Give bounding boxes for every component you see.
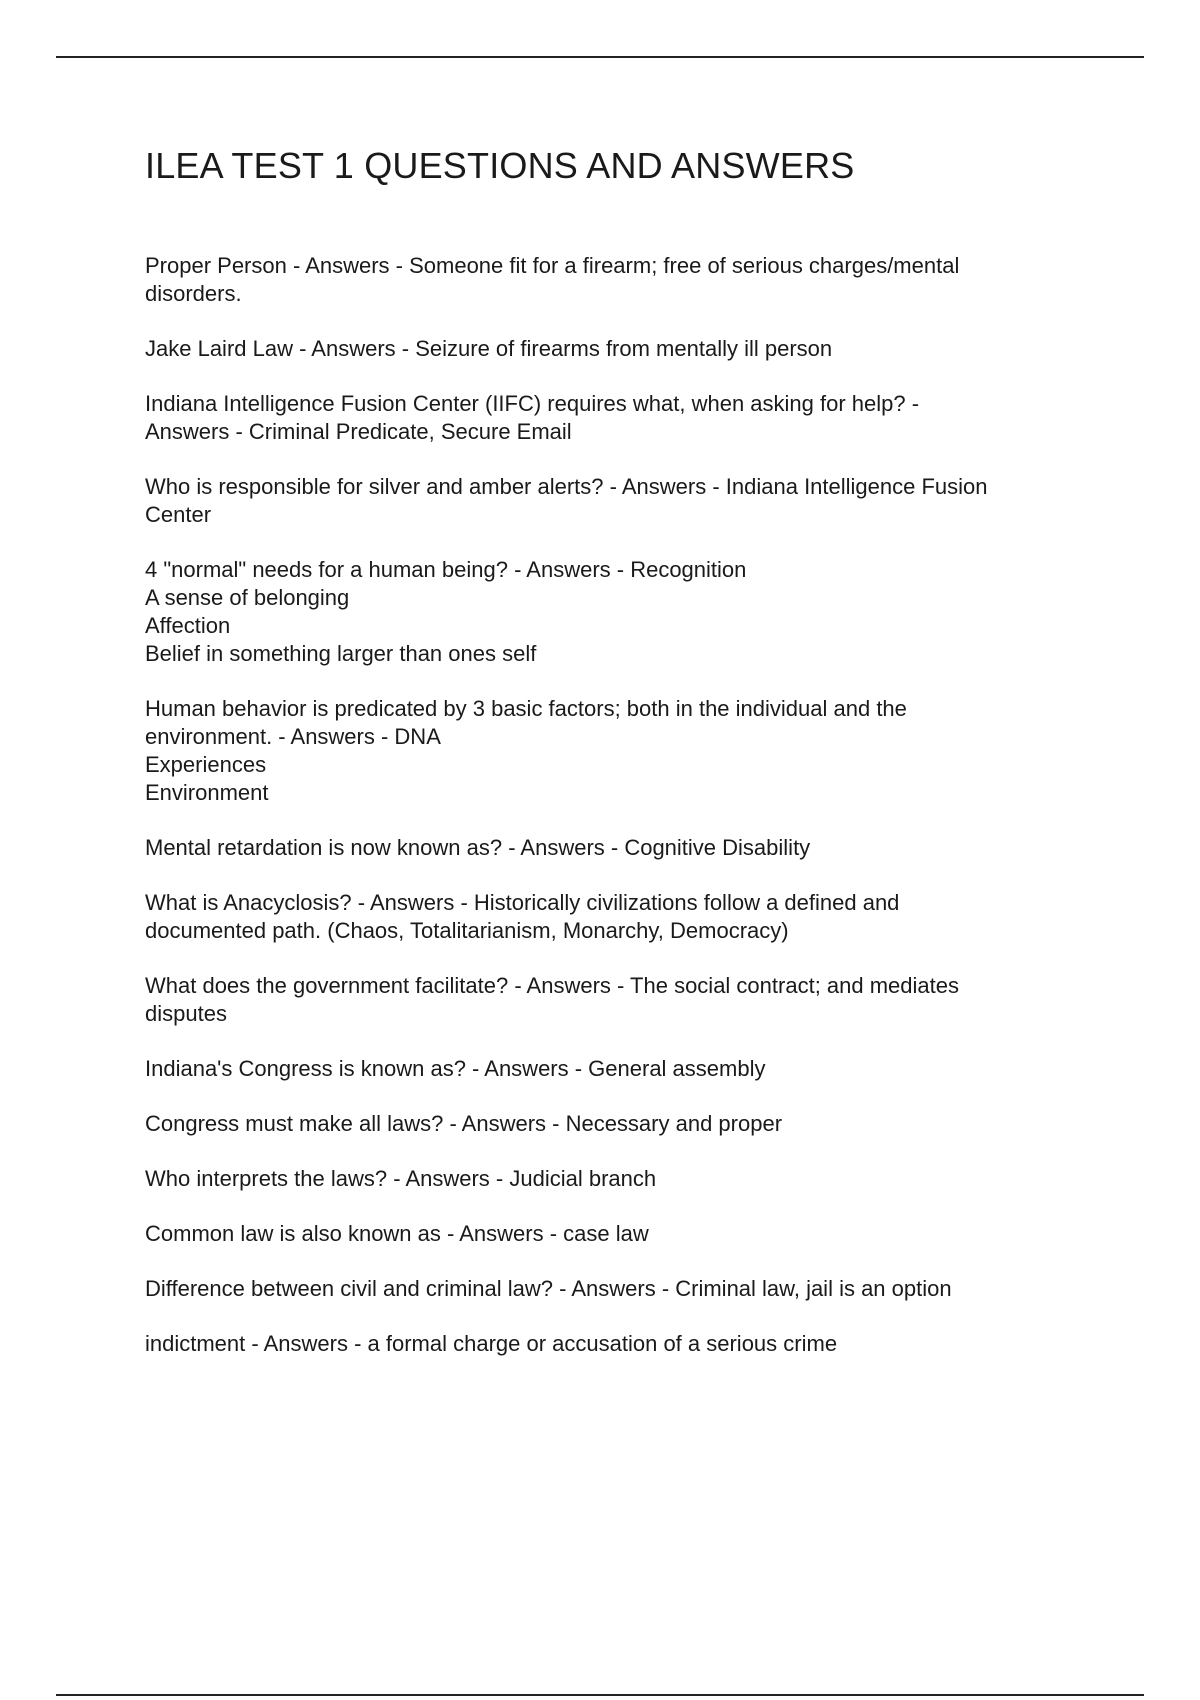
qa-item-human-behavior: Human behavior is predicated by 3 basic factors; both in the individual and the environment. - Answers - DNA Experiences Environment [145, 696, 907, 805]
qa-list [145, 252, 1105, 1358]
qa-item-interprets-laws: Who interprets the laws? - Answers - Judicial branch [145, 1166, 657, 1191]
qa-item-silver-amber-alerts: Who is responsible for silver and amber alerts? - Answers - Indiana Intelligence Fusion Center [145, 474, 988, 527]
qa-item-indiana-congress: Indiana's Congress is known as? - Answers - General assembly [145, 1056, 766, 1081]
qa-item-anacyclosis: What is Anacyclosis? - Answers - Historically civilizations follow a defined and documented path. (Chaos, Totalitarianism, Monarchy, Democracy) [145, 890, 900, 943]
qa-item-mental-retardation: Mental retardation is now known as? - Answers - Cognitive Disability [145, 835, 811, 860]
qa-item-civil-vs-criminal: Difference between civil and criminal law? - Answers - Criminal law, jail is an option [145, 1276, 952, 1301]
qa-item-indictment: indictment - Answers - a formal charge or accusation of a serious crime [145, 1331, 838, 1356]
document-page [145, 140, 1105, 1385]
qa-item-proper-person: Proper Person - Answers - Someone fit for a firearm; free of serious charges/mental disorders. [145, 253, 960, 306]
qa-item-iifc: Indiana Intelligence Fusion Center (IIFC) requires what, when asking for help? - Answers - Criminal Predicate, Secure Email [145, 391, 920, 444]
qa-item-common-law: Common law is also known as - Answers - case law [145, 1221, 649, 1246]
qa-item-congress-laws: Congress must make all laws? - Answers - Necessary and proper [145, 1111, 783, 1136]
top-rule [56, 56, 1144, 58]
qa-item-jake-laird-law: Jake Laird Law - Answers - Seizure of firearms from mentally ill person [145, 336, 833, 361]
page-title: ILEA TEST 1 QUESTIONS AND ANSWERS [145, 145, 855, 186]
bottom-rule [56, 1694, 1144, 1696]
qa-item-government-facilitate: What does the government facilitate? - Answers - The social contract; and mediates disputes [145, 973, 959, 1026]
qa-item-normal-needs: 4 "normal" needs for a human being? - Answers - Recognition A sense of belonging Affection Belief in something larger than ones self [145, 557, 747, 666]
